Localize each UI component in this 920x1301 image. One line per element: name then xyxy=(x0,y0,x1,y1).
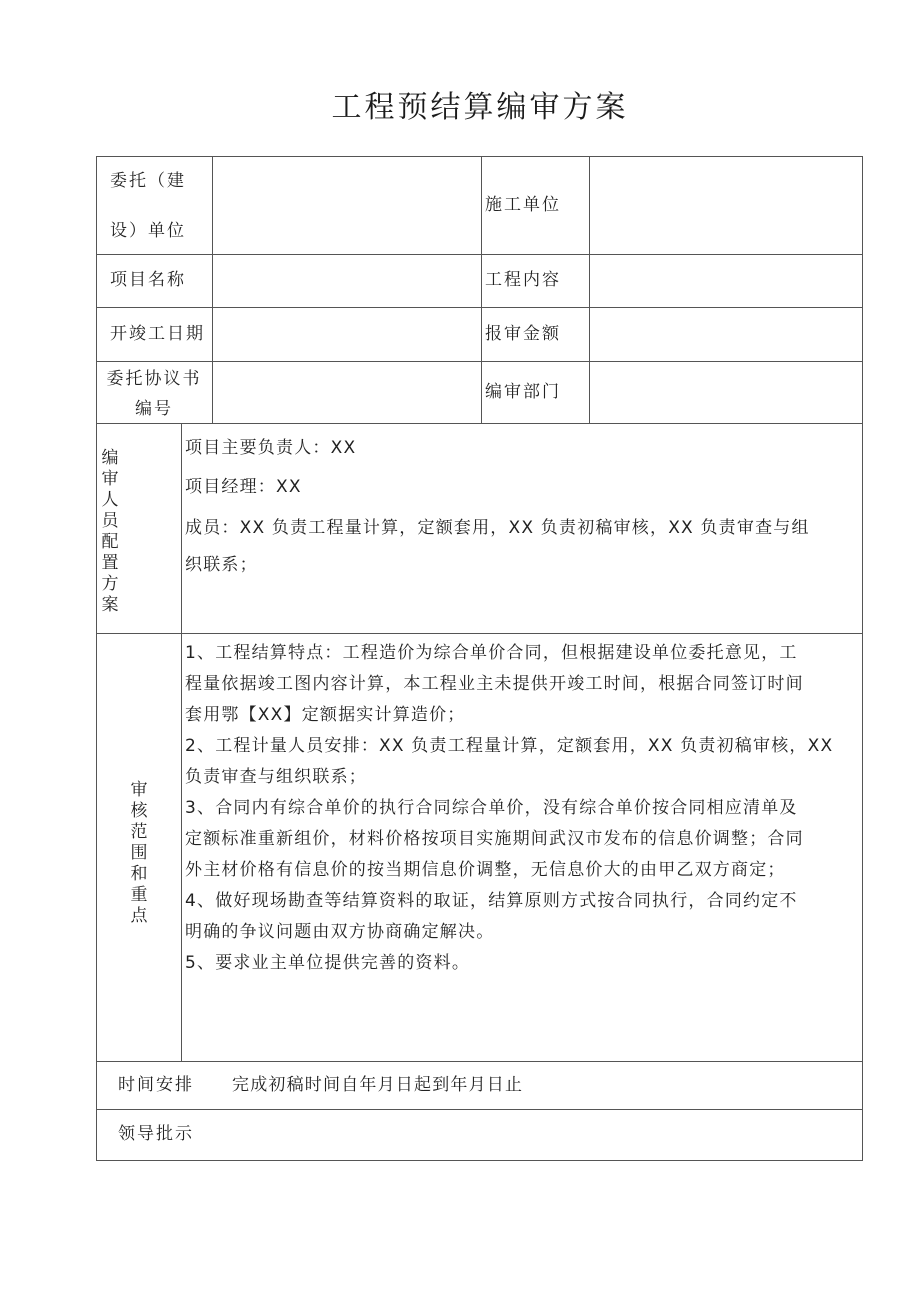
scope-line: 2、工程计量人员安排：XX 负责工程量计算，定额套用，XX 负责初稿审核，XX xyxy=(185,736,834,756)
table-border xyxy=(96,1160,863,1161)
scope-line: 程量依据竣工图内容计算，本工程业主未提供开竣工时间，根据合同签订时间 xyxy=(185,674,804,694)
scope-line: 外主材价格有信息价的按当期信息价调整，无信息价大的由甲乙双方商定； xyxy=(185,860,786,880)
staff-line: 项目经理：XX xyxy=(185,477,302,497)
table-border xyxy=(96,156,97,1161)
scope-line: 明确的争议问题由双方协商确定解决。 xyxy=(185,922,495,942)
submitted-amount-label: 报审金额 xyxy=(485,324,561,344)
staff-section-label: 编 审 人 员 配 置 方 案 xyxy=(101,448,119,615)
column-divider xyxy=(589,156,590,423)
scope-line: 3、合同内有综合单价的执行合同综合单价，没有综合单价按合同相应清单及 xyxy=(185,798,798,818)
work-content-label: 工程内容 xyxy=(485,270,561,290)
row-divider xyxy=(96,1109,863,1110)
staff-line: 织联系； xyxy=(185,555,258,575)
scope-line: 4、做好现场勘查等结算资料的取证，结算原则方式按合同执行，合同约定不 xyxy=(185,891,798,911)
client-unit-label-line1: 委托（建 xyxy=(110,171,186,191)
review-plan-table xyxy=(96,156,863,1161)
schedule-value: 完成初稿时间自年月日起到年月日止 xyxy=(232,1075,524,1095)
scope-section-label: 审 核 范 围 和 重 点 xyxy=(130,780,148,926)
staff-line: 项目主要负责人：XX xyxy=(185,438,357,458)
row-divider xyxy=(96,1061,863,1062)
row-divider xyxy=(96,633,863,634)
page-title: 工程预结算编审方案 xyxy=(331,90,629,125)
staff-line: 成员：XX 负责工程量计算，定额套用，XX 负责初稿审核，XX 负责审查与组 xyxy=(185,518,810,538)
review-dept-label: 编审部门 xyxy=(485,382,561,402)
schedule-label: 时间安排 xyxy=(118,1075,194,1095)
table-border xyxy=(862,156,863,1161)
column-divider xyxy=(181,423,182,1061)
column-divider xyxy=(212,156,213,423)
start-end-date-label: 开竣工日期 xyxy=(110,324,205,344)
row-divider xyxy=(96,423,863,424)
scope-line: 1、工程结算特点：工程造价为综合单价合同，但根据建设单位委托意见，工 xyxy=(185,643,798,663)
agreement-no-label-line2: 编号 xyxy=(135,399,173,419)
scope-line: 负责审查与组织联系； xyxy=(185,767,367,787)
scope-line: 定额标准重新组价，材料价格按项目实施期间武汉市发布的信息价调整；合同 xyxy=(185,829,804,849)
construction-unit-label: 施工单位 xyxy=(485,195,561,215)
scope-text xyxy=(185,638,833,979)
agreement-no-label-line1: 委托协议书 xyxy=(106,369,202,389)
scope-line: 套用鄂【XX】定额据实计算造价； xyxy=(185,705,466,725)
column-divider xyxy=(481,156,482,423)
client-unit-label-line2: 设）单位 xyxy=(110,221,186,241)
project-name-label: 项目名称 xyxy=(110,270,186,290)
approval-label: 领导批示 xyxy=(118,1124,194,1144)
scope-line: 5、要求业主单位提供完善的资料。 xyxy=(185,953,471,973)
